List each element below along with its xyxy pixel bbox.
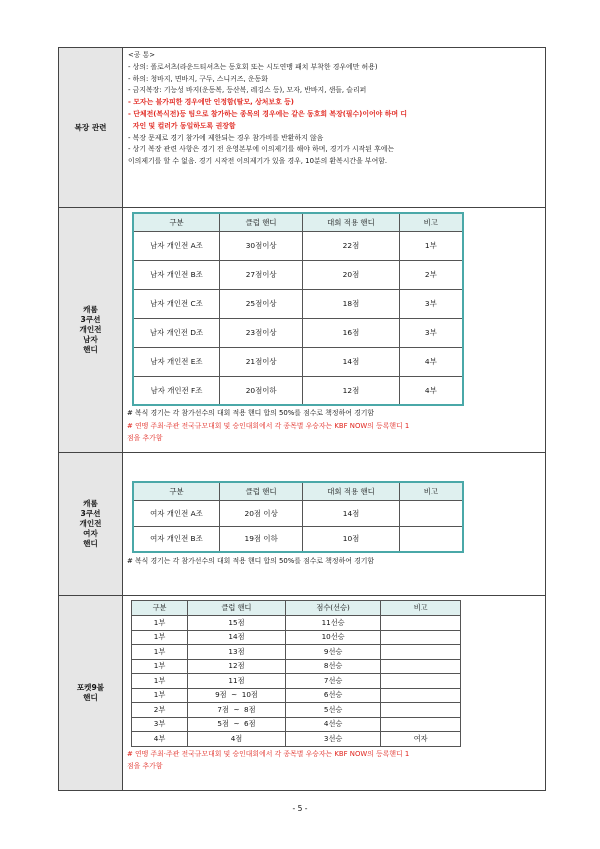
- attire-line: - 모자는 불가피한 경우에만 인정함(탈모, 상처보호 등): [128, 98, 294, 107]
- men-handicap-table: [132, 212, 464, 406]
- table-row: [132, 717, 461, 732]
- table-cell: 10점: [303, 526, 399, 552]
- table-cell: 15점: [188, 616, 286, 631]
- attire-line: <공 통>: [128, 51, 156, 59]
- table-cell: 25점이상: [219, 289, 302, 318]
- table-cell: 12점: [303, 376, 399, 405]
- attire-line: - 하의: 청바지, 면바지, 구두, 스니커즈, 운동화: [128, 74, 268, 83]
- table-cell: 5선승: [285, 703, 380, 718]
- column-header: 클럽 핸디: [188, 601, 286, 616]
- attire-line: - 상기 복장 관련 사항은 경기 전 운영본부에 이의제기를 해야 하며, 경기가 시작된 후에는: [128, 145, 395, 154]
- rules-table: [58, 47, 546, 791]
- women-handicap-row: [59, 453, 546, 596]
- table-cell: 1부: [399, 231, 463, 260]
- table-cell: 21점이상: [219, 347, 302, 376]
- table-cell: 4선승: [285, 717, 380, 732]
- column-header: 클럽 핸디: [219, 482, 302, 500]
- attire-label: 복장 관련: [59, 48, 123, 208]
- men-handicap-row: [59, 208, 546, 453]
- pocket-handicap-label: 포켓9볼 핸디: [59, 596, 123, 791]
- table-cell: 1부: [132, 645, 188, 660]
- attire-line: - 단체전(복식전)등 팀으로 참가하는 종목의 경우에는 같은 동호회 복장(필수)이어야 하며 디: [128, 109, 408, 118]
- table-header-row: [132, 601, 461, 616]
- table-cell: 7점 ~ 8점: [188, 703, 286, 718]
- table-cell: 13점: [188, 645, 286, 660]
- table-cell: 3선승: [285, 732, 380, 747]
- table-cell: 남자 개인전 A조: [133, 231, 219, 260]
- table-cell: 5점 ~ 6점: [188, 717, 286, 732]
- table-row: [132, 659, 461, 674]
- table-row: [132, 645, 461, 660]
- table-cell: 11점: [188, 674, 286, 689]
- table-cell: [381, 659, 461, 674]
- table-row: [133, 376, 463, 405]
- table-row: [133, 318, 463, 347]
- women-handicap-label: 캐롬 3쿠션 개인전 여자 핸디: [59, 453, 123, 596]
- table-cell: 14점: [303, 347, 399, 376]
- attire-rules: [123, 48, 545, 170]
- table-cell: 남자 개인전 E조: [133, 347, 219, 376]
- table-cell: 1부: [132, 630, 188, 645]
- column-header: 구분: [133, 482, 219, 500]
- column-header: 구분: [133, 213, 219, 231]
- attire-line: 자인 및 컬러가 동일하도록 권장함: [128, 121, 236, 130]
- table-cell: [381, 717, 461, 732]
- attire-row: [59, 48, 546, 208]
- table-cell: [381, 616, 461, 631]
- table-row: [133, 289, 463, 318]
- attire-line: - 복장 문제로 경기 참가에 제한되는 경우 참가비를 반환하지 않음: [128, 133, 324, 142]
- attire-line: - 상의: 폴로셔츠(라운드티셔츠는 동호회 또는 시도연맹 패치 부착한 경우에만 허용): [128, 62, 378, 71]
- table-cell: 남자 개인전 D조: [133, 318, 219, 347]
- attire-line: 이의제기를 할 수 없음. 경기 시작전 이의제기가 있을 경우, 10분의 환복시간을 부여함.: [128, 157, 388, 166]
- table-cell: 14점: [303, 500, 399, 526]
- table-cell: 1부: [132, 659, 188, 674]
- table-cell: 14점: [188, 630, 286, 645]
- table-row: [133, 231, 463, 260]
- table-header-row: [133, 482, 463, 500]
- table-cell: 12점: [188, 659, 286, 674]
- table-row: [133, 500, 463, 526]
- table-cell: 8선승: [285, 659, 380, 674]
- column-header: 대회 적용 핸디: [303, 482, 399, 500]
- table-cell: 여자 개인전 A조: [133, 500, 219, 526]
- table-cell: 23점이상: [219, 318, 302, 347]
- table-cell: 22점: [303, 231, 399, 260]
- men-handicap-label: 캐롬 3쿠션 개인전 남자 핸디: [59, 208, 123, 453]
- table-row: [132, 630, 461, 645]
- table-cell: 4점: [188, 732, 286, 747]
- table-cell: 20점이하: [219, 376, 302, 405]
- table-row: [132, 688, 461, 703]
- table-cell: 16점: [303, 318, 399, 347]
- table-cell: 7선승: [285, 674, 380, 689]
- table-cell: 20점: [303, 260, 399, 289]
- table-cell: 2부: [399, 260, 463, 289]
- table-cell: 19점 이하: [219, 526, 302, 552]
- table-cell: 30점이상: [219, 231, 302, 260]
- pocket-handicap-table: [131, 600, 461, 747]
- table-cell: 27점이상: [219, 260, 302, 289]
- page-number: - 5 -: [292, 804, 308, 813]
- table-cell: [381, 674, 461, 689]
- table-cell: 9선승: [285, 645, 380, 660]
- table-cell: 2부: [132, 703, 188, 718]
- column-header: 비고: [399, 482, 463, 500]
- women-note-doubles: # 복식 경기는 각 참가선수의 대회 적용 핸디 합의 50%를 점수로 책정하여 경기함: [127, 557, 375, 565]
- attire-line: - 금지복장: 기능성 바지(운동복, 등산복, 레깅스 등), 모자, 반바지, 샌들, 슬리퍼: [128, 86, 367, 95]
- pocket-handicap-row: [59, 596, 546, 791]
- table-cell: 4부: [132, 732, 188, 747]
- column-header: 구분: [132, 601, 188, 616]
- table-cell: [381, 645, 461, 660]
- table-cell: 18점: [303, 289, 399, 318]
- men-note-winner: # 연맹 주최·주관 전국규모대회 및 승인대회에서 각 종목별 우승자는 KBF NOW의 등록핸디 1 점을 추가함: [127, 422, 410, 442]
- table-cell: 남자 개인전 B조: [133, 260, 219, 289]
- table-cell: 여자: [381, 732, 461, 747]
- table-cell: 11선승: [285, 616, 380, 631]
- column-header: 클럽 핸디: [219, 213, 302, 231]
- table-cell: [381, 630, 461, 645]
- table-cell: 3부: [399, 289, 463, 318]
- table-cell: [381, 703, 461, 718]
- table-cell: 4부: [399, 376, 463, 405]
- table-cell: [399, 500, 463, 526]
- column-header: 대회 적용 핸디: [303, 213, 399, 231]
- table-cell: 3부: [132, 717, 188, 732]
- table-row: [132, 703, 461, 718]
- table-cell: 1부: [132, 674, 188, 689]
- table-row: [132, 616, 461, 631]
- table-cell: 4부: [399, 347, 463, 376]
- column-header: 비고: [399, 213, 463, 231]
- table-cell: 남자 개인전 F조: [133, 376, 219, 405]
- table-cell: 1부: [132, 616, 188, 631]
- table-cell: [381, 688, 461, 703]
- table-row: [132, 674, 461, 689]
- table-row: [133, 526, 463, 552]
- women-handicap-table: [132, 481, 464, 553]
- table-cell: 남자 개인전 C조: [133, 289, 219, 318]
- table-cell: 여자 개인전 B조: [133, 526, 219, 552]
- men-note-doubles: # 복식 경기는 각 참가선수의 대회 적용 핸디 합의 50%를 점수로 책정하여 경기함: [127, 409, 375, 417]
- table-cell: 10선승: [285, 630, 380, 645]
- table-cell: [399, 526, 463, 552]
- table-cell: 6선승: [285, 688, 380, 703]
- table-header-row: [133, 213, 463, 231]
- table-cell: 9점 ~ 10점: [188, 688, 286, 703]
- table-row: [133, 347, 463, 376]
- column-header: 비고: [381, 601, 461, 616]
- column-header: 점수(선승): [285, 601, 380, 616]
- table-cell: 3부: [399, 318, 463, 347]
- table-row: [132, 732, 461, 747]
- table-row: [133, 260, 463, 289]
- pocket-note-winner: # 연맹 주최·주관 전국규모대회 및 승인대회에서 각 종목별 우승자는 KBF NOW의 등록핸디 1 점을 추가함: [127, 749, 410, 770]
- table-cell: 1부: [132, 688, 188, 703]
- table-cell: 20점 이상: [219, 500, 302, 526]
